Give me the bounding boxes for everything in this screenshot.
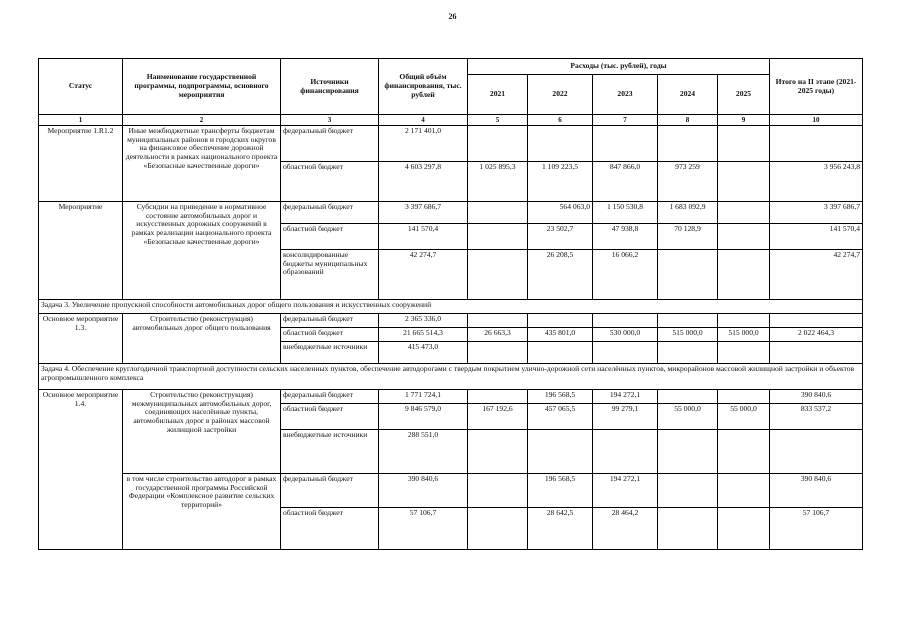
col-index: 4 — [379, 115, 468, 126]
value-cell: 26 663,3 — [468, 328, 528, 342]
value-cell — [468, 430, 528, 474]
value-cell: 16 066,2 — [593, 250, 658, 300]
col-index: 2 — [123, 115, 281, 126]
table-row — [39, 202, 863, 224]
table-row — [39, 474, 863, 508]
source-cell: областной бюджет — [281, 224, 379, 250]
value-cell: 99 279,1 — [593, 404, 658, 430]
sum-cell: 833 537,2 — [770, 404, 863, 430]
row-name: Строительство (реконструкция) автомобильных дорог общего пользования — [123, 314, 281, 364]
header-total: Общий объём финансирования, тыс. рублей — [379, 59, 468, 115]
source-cell: федеральный бюджет — [281, 126, 379, 162]
total-cell: 42 274,7 — [379, 250, 468, 300]
value-cell — [528, 126, 593, 162]
source-cell: федеральный бюджет — [281, 202, 379, 224]
value-cell: 515 000,0 — [718, 328, 770, 342]
value-cell: 973 259 — [658, 162, 718, 202]
total-cell: 57 106,7 — [379, 508, 468, 550]
sum-cell: 2 022 464,3 — [770, 328, 863, 342]
source-cell: федеральный бюджет — [281, 314, 379, 328]
row-status: Основное мероприятие 1.4. — [39, 390, 123, 550]
value-cell: 435 801,0 — [528, 328, 593, 342]
row-status: Мероприятие — [39, 202, 123, 300]
sum-cell — [770, 342, 863, 364]
table-row — [39, 390, 863, 404]
page-number: 26 — [448, 12, 457, 21]
total-cell: 3 397 686,7 — [379, 202, 468, 224]
value-cell — [593, 342, 658, 364]
row-status: Основное мероприятие 1.3. — [39, 314, 123, 364]
source-cell: областной бюджет — [281, 508, 379, 550]
header-expenses: Расходы (тыс. рублей), годы — [468, 59, 770, 75]
row-status: Мероприятие 1.R1.2 — [39, 126, 123, 202]
col-index: 7 — [593, 115, 658, 126]
value-cell — [658, 474, 718, 508]
row-name: Иные межбюджетные трансферты бюджетам муниципальных районов и городских округов на финансовое обеспечение дорожной деятельности в рамках национального проекта «Безопасные качественные дороги» — [123, 126, 281, 202]
source-cell: федеральный бюджет — [281, 474, 379, 508]
sum-cell — [770, 126, 863, 162]
value-cell: 70 128,9 — [658, 224, 718, 250]
value-cell: 847 866,0 — [593, 162, 658, 202]
col-index: 3 — [281, 115, 379, 126]
value-cell: 55 000,0 — [658, 404, 718, 430]
row-name: Субсидии на приведение в нормативное состояние автомобильных дорог и искусственных дорожных сооружений в рамках реализации национального проекта «Безопасные качественные дороги» — [123, 202, 281, 300]
header-year: 2025 — [718, 75, 770, 115]
value-cell — [718, 342, 770, 364]
financing-table — [38, 58, 863, 550]
value-cell — [468, 202, 528, 224]
value-cell — [718, 474, 770, 508]
value-cell: 194 272,1 — [593, 474, 658, 508]
total-cell: 1 771 724,1 — [379, 390, 468, 404]
value-cell: 47 938,8 — [593, 224, 658, 250]
row-name: Строительство (реконструкция) межмуниципальных автомобильных дорог, соединяющих населённые пункты, автомобильных дорог в районах массовой жилищной застройки — [123, 390, 281, 474]
total-cell: 2 171 401,0 — [379, 126, 468, 162]
value-cell — [718, 162, 770, 202]
value-cell — [658, 430, 718, 474]
total-cell: 4 603 297,8 — [379, 162, 468, 202]
source-cell: внебюджетные источники — [281, 342, 379, 364]
total-cell: 288 551,0 — [379, 430, 468, 474]
sum-cell: 141 570,4 — [770, 224, 863, 250]
value-cell — [468, 390, 528, 404]
source-cell: внебюджетные источники — [281, 430, 379, 474]
total-cell: 21 665 514,3 — [379, 328, 468, 342]
sum-cell: 390 840,6 — [770, 474, 863, 508]
value-cell — [658, 508, 718, 550]
col-index: 5 — [468, 115, 528, 126]
value-cell — [718, 250, 770, 300]
header-year: 2021 — [468, 75, 528, 115]
value-cell: 28 464,2 — [593, 508, 658, 550]
header-year: 2024 — [658, 75, 718, 115]
header-program: Наименование государственной программы, подпрограммы, основного мероприятия — [123, 59, 281, 115]
source-cell: областной бюджет — [281, 162, 379, 202]
value-cell: 28 642,5 — [528, 508, 593, 550]
value-cell — [718, 314, 770, 328]
value-cell: 1 150 530,8 — [593, 202, 658, 224]
sum-cell — [770, 430, 863, 474]
value-cell — [528, 314, 593, 328]
table-row — [39, 126, 863, 162]
col-index: 6 — [528, 115, 593, 126]
total-cell: 141 570,4 — [379, 224, 468, 250]
col-index: 10 — [770, 115, 863, 126]
value-cell — [593, 430, 658, 474]
value-cell: 1 109 223,5 — [528, 162, 593, 202]
value-cell — [468, 314, 528, 328]
value-cell — [593, 126, 658, 162]
value-cell — [658, 314, 718, 328]
total-cell: 390 840,6 — [379, 474, 468, 508]
header-status: Статус — [39, 59, 123, 115]
value-cell — [593, 314, 658, 328]
header-year: 2022 — [528, 75, 593, 115]
value-cell — [468, 224, 528, 250]
value-cell — [718, 508, 770, 550]
sum-cell: 390 840,6 — [770, 390, 863, 404]
value-cell — [468, 508, 528, 550]
value-cell: 530 000,0 — [593, 328, 658, 342]
value-cell: 1 683 092,9 — [658, 202, 718, 224]
value-cell — [718, 390, 770, 404]
table-row — [39, 314, 863, 328]
value-cell: 194 272,1 — [593, 390, 658, 404]
sum-cell: 42 274,7 — [770, 250, 863, 300]
value-cell — [718, 126, 770, 162]
value-cell — [528, 342, 593, 364]
sum-cell: 3 956 243,8 — [770, 162, 863, 202]
col-index: 1 — [39, 115, 123, 126]
value-cell — [718, 202, 770, 224]
value-cell — [468, 342, 528, 364]
value-cell: 26 208,5 — [528, 250, 593, 300]
row-name: в том числе строительство автодорог в рамках государственной программы Российской Федерации «Комплексное развитие сельских территорий» — [123, 474, 281, 550]
value-cell: 23 502,7 — [528, 224, 593, 250]
value-cell — [658, 342, 718, 364]
value-cell: 515 000,0 — [658, 328, 718, 342]
source-cell: областной бюджет — [281, 328, 379, 342]
value-cell: 196 568,5 — [528, 474, 593, 508]
sum-cell: 3 397 686,7 — [770, 202, 863, 224]
value-cell — [468, 250, 528, 300]
total-cell: 9 846 579,0 — [379, 404, 468, 430]
col-index: 8 — [658, 115, 718, 126]
col-index: 9 — [718, 115, 770, 126]
total-cell: 415 473,0 — [379, 342, 468, 364]
value-cell — [658, 126, 718, 162]
value-cell: 1 025 895,3 — [468, 162, 528, 202]
task-heading: Задача 3. Увеличение пропускной способности автомобильных дорог общего пользования и искусственных сооружений — [39, 300, 863, 314]
value-cell — [468, 126, 528, 162]
value-cell: 55 000,0 — [718, 404, 770, 430]
value-cell — [528, 430, 593, 474]
header-sources: Источники финансирования — [281, 59, 379, 115]
value-cell: 457 065,5 — [528, 404, 593, 430]
source-cell: областной бюджет — [281, 404, 379, 430]
value-cell: 564 063,0 — [528, 202, 593, 224]
total-cell: 2 365 336,0 — [379, 314, 468, 328]
value-cell: 196 568,5 — [528, 390, 593, 404]
value-cell — [718, 224, 770, 250]
source-cell: консолидированные бюджеты муниципальных образований — [281, 250, 379, 300]
header-year: 2023 — [593, 75, 658, 115]
sum-cell: 57 106,7 — [770, 508, 863, 550]
sum-cell — [770, 314, 863, 328]
value-cell — [718, 430, 770, 474]
value-cell — [658, 390, 718, 404]
value-cell: 167 192,6 — [468, 404, 528, 430]
header-sum: Итого на II этапе (2021-2025 годы) — [770, 59, 863, 115]
source-cell: федеральный бюджет — [281, 390, 379, 404]
value-cell — [658, 250, 718, 300]
task-heading: Задача 4. Обеспечение круглогодичной транспортной доступности сельских населенных пунктов, обеспечение автодорогами с твердым покрытием улично-дорожной сети населённых пунктов, микрорайонов массовой жилищной застройки и объектов агропромышленного комплекса — [39, 364, 863, 390]
value-cell — [468, 474, 528, 508]
